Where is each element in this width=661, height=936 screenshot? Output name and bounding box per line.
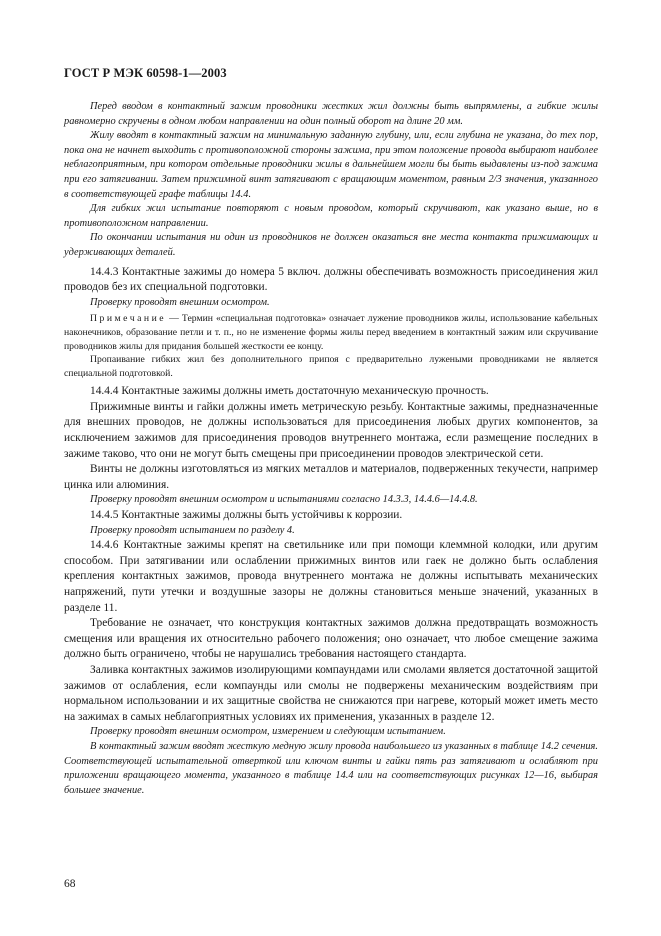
paragraph: Для гибких жил испытание повторяют с новым проводом, который скручивают, как указано выше, но в противоположном направлении. <box>64 203 598 229</box>
paragraph: По окончании испытания ни один из проводников не должен оказаться вне места контакта прижимающих и удерживающих деталей. <box>64 232 598 258</box>
note-label: Примечание <box>90 313 167 325</box>
test-procedure: В контактный зажим вводят жесткую медную жилу провода наибольшего из указанных в таблице 14.2 сечения. Соответствующей испытательной отверткой или ключом винты и гайки пять раз затягивают и ослабляют при приложении вращающего момента, указанного в таблице 14.4 или на соответствующих рисунках 12—16, выбирая большее значение. <box>64 740 598 796</box>
paragraph: Требование не означает, что конструкция контактных зажимов должна предотвращать возможность смещения или вращения их относительно рабочего положения; оно означает, что любое смещение зажима должно быть ограничено, чтобы не нарушались требования настоящего стандарта. <box>64 617 598 661</box>
clause-14-4-5: 14.4.5 Контактные зажимы должны быть устойчивы к коррозии. <box>90 509 403 522</box>
page-body <box>64 100 598 798</box>
paragraph: Заливка контактных зажимов изолирующими компаундами или смолами является достаточной защитой зажимов от ослабления, если компаунды или смолы не подвержены механическим воздействиям при нормальном использовании и их защитные свойства не снижаются при нагреве, который может иметь место на зажимах в самых неблагоприятных условиях их применения, указанных в разделе 12. <box>64 663 598 723</box>
clause-14-4-3: 14.4.3 Контактные зажимы до номера 5 включ. должны обеспечивать возможность присоединения жил проводов без их специальной подготовки. <box>64 265 598 294</box>
note-paragraph: Пропаивание гибких жил без дополнительного припоя с предварительно лужеными проводниками не является специальной подготовкой. <box>64 354 598 379</box>
page-number: 68 <box>64 878 76 890</box>
verification-text: Проверку проводят внешним осмотром и испытаниями согласно 14.3.3, 14.4.6—14.4.8. <box>90 494 478 506</box>
note <box>64 312 598 353</box>
document-header: ГОСТ Р МЭК 60598-1—2003 <box>64 66 227 80</box>
verification-text: Проверку проводят испытанием по разделу 4. <box>90 524 295 536</box>
clause-14-4-4: 14.4.4 Контактные зажимы должны иметь достаточную механическую прочность. <box>90 385 489 398</box>
paragraph: Винты не должны изготовляться из мягких металлов и материалов, подверженных текучести, например цинка или алюминия. <box>64 463 598 491</box>
clause-14-4-6: 14.4.6 Контактные зажимы крепят на светильнике или при помощи клеммной колодки, или другим способом. При затягивании или ослаблении прижимных винтов или гаек не должно быть ослабления крепления контактных зажимов, провода внутреннего монтажа не должны испытывать механических напряжений, пути утечки и воздушные зазоры не должны становиться меньше значений, указанных в разделе 11. <box>64 539 598 614</box>
paragraph: Жилу вводят в контактный зажим на минимальную заданную глубину, или, если глубина не указана, до тех пор, пока она не начнет выходить с противоположной стороны зажима, при этом положение провода выбирают наиболее неблагоприятным, при котором отдельные проводники жилы в дальнейшем могли бы быть выдавлены из-под зажима при его затягивании. Затем прижимной винт затягивают с вращающим моментом, равным 2/3 значения, указанного в соответствующей графе таблицы 14.4. <box>64 130 598 200</box>
note-text: — Термин «специальная подготовка» означает лужение проводников жилы, использование кабельных наконечников, образование петли и т. п., но не изменение формы жилы перед введением в контактный зажим или скручивание проводников жилы для придания большей жесткости ее концу. <box>64 313 598 352</box>
paragraph: Прижимные винты и гайки должны иметь метрическую резьбу. Контактные зажимы, предназначенные для внешних проводов, не должны использоваться для присоединения любых других компонентов, за исключением зажимов для присоединения проводов внутреннего монтажа, если размещение последних в зажиме таково, что они не могут быть смещены при присоединении проводов электрической сети. <box>64 400 598 460</box>
paragraph: Перед вводом в контактный зажим проводники жестких жил должны быть выпрямлены, а гибкие жилы равномерно скручены в одном любом направлении на один полный оборот на длине 20 мм. <box>64 101 598 127</box>
verification-text: Проверку проводят внешним осмотром. <box>90 296 270 308</box>
verification-text: Проверку проводят внешним осмотром, измерением и следующим испытанием. <box>90 726 446 738</box>
